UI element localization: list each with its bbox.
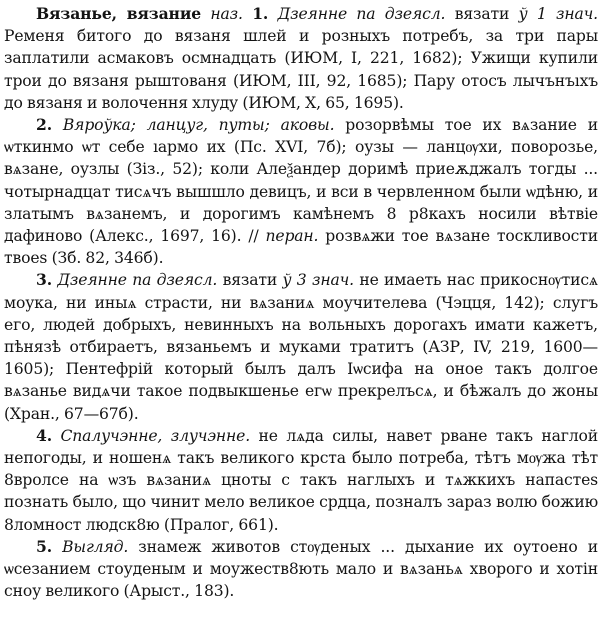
sense-gloss: Дзеянне па дзеясл. — [277, 5, 455, 23]
sense-quotation: не лѧда силы, навет рване такъ наглой непогоды, и ношенѧ такъ великого крста было потреба, тѣтъ мѹжа тѣт 8вролсе на ѡзъ вѧзаниѧ цноты с такъ наглыхъ и тѧжкихъ напастеѕ познать было, що чинит мело великое срдца, позналъ зараз волю божию 8ломност людск8ю (Пралог, 661). — [4, 426, 598, 534]
sense-quotation: розорвѣмы тое их вѧзание и ѡткинмо ѡт себе ıармо их (Пс. XVI, 7б); оузы — ланцѹхи, поворозье, вѧзане, оузлы (Зіз., 52); коли Алеѯандер доримѣ приеѫджалъ тогды ... чотырнадцат тисѧчъ вышшло девицъ, и вси в червленном были ѡдѣню, и златымъ вѧзанемъ, и дорогимъ камѣнемъ 8 р8кахъ носили вѣтвіе дафиново (Алекс., 1697, 16). — [4, 116, 598, 246]
sense-quotation: Ременя битого до вязаня шлей и розныхъ потребъ, за три пары заплатили асмаковъ осмнадцать (ИЮМ, I, 221, 1682); Ужищи купили трои до вязаня рыштованя (ИЮМ, III, 92, 1685); Пару отосъ лычънъıхъ до вязаня и волочення хлуду (ИЮМ, X, 65, 1695). — [4, 27, 598, 112]
dictionary-entry — [4, 3, 598, 602]
sense-gloss: Вяроўка; ланцуг, путы; аковы. — [62, 116, 335, 135]
sense-number: 2. — [36, 115, 52, 135]
cross-reference-word: вязати — [454, 5, 510, 23]
sense-2-paragraph — [4, 114, 598, 269]
sense-3-paragraph — [4, 269, 598, 424]
part-of-speech: наз. — [210, 5, 243, 23]
sense-quotation-figurative: розвѧжи тое вѧзане тоскливости твоеѕ (Зб. 82, 346б). — [4, 227, 598, 268]
sense-number: 3. — [36, 270, 52, 290]
label-separator: // — [241, 227, 266, 246]
headword: Вязанье, вязание — [36, 4, 202, 23]
sense-gloss: Спалучэнне, злучэнне. — [60, 426, 251, 445]
sense-4-paragraph — [4, 425, 598, 536]
sense-quotation: знамеж животов стѹденых ... дыхание их оутоено и ѡсезанием стоуденым и моужеств8ють мало и вѧзаньѧ хворого и хотін сноу великого (Арыст., 183). — [4, 537, 598, 601]
sense-quotation: не имаеть нас прикоснѹтисѧ моука, ни иныѧ страсти, ни вѧзаниѧ моучителева (Чэцця, 142); слугъ его, людей добрыхъ, невинныхъ на вольныхъ дорогахъ имати кажетъ, пѣнязѣ отбираетъ, вязаньемъ и муками тратитъ (АЗР, IV, 219, 1600—1605); Пентефрій который былъ далъ Іѡсифа на оное такъ долгое вѧзанье видѧчи такое подвыкшенье егѡ прекрелъсѧ, и бѣжалъ до жоны (Хран., 67—67б). — [4, 271, 598, 423]
sense-number: 5. — [36, 536, 52, 556]
sense-5-paragraph — [4, 536, 598, 603]
cross-reference-word: вязати — [222, 271, 278, 290]
sense-gloss: Выгляд. — [62, 537, 129, 556]
cross-reference-note: ў 1 знач. — [509, 5, 598, 23]
sense-number: 1. — [252, 4, 269, 23]
cross-reference-note: ў 3 знач. — [277, 271, 354, 290]
sense-1-paragraph — [4, 3, 598, 114]
sense-number: 4. — [36, 425, 52, 445]
figurative-label: перан. — [265, 227, 319, 246]
sense-gloss: Дзеянне па дзеясл. — [57, 271, 223, 290]
